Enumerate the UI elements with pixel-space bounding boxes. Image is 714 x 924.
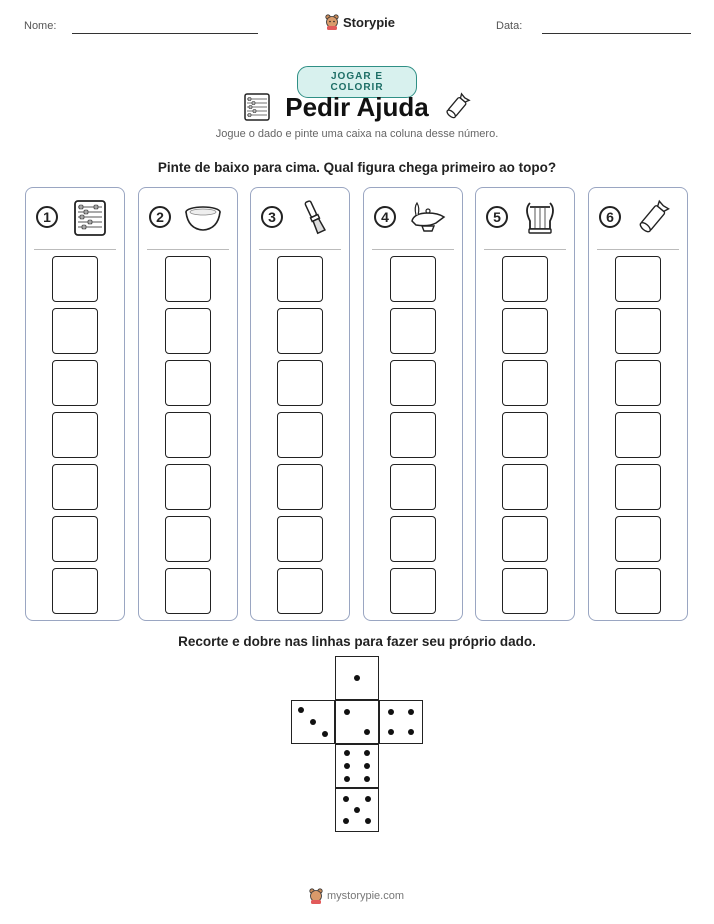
- die-pip: [364, 763, 370, 769]
- color-box[interactable]: [165, 412, 211, 458]
- color-box[interactable]: [52, 256, 98, 302]
- die-pip: [344, 709, 350, 715]
- die-pip: [364, 750, 370, 756]
- color-box[interactable]: [615, 360, 661, 406]
- color-box[interactable]: [502, 516, 548, 562]
- color-box[interactable]: [615, 308, 661, 354]
- column-4: [363, 187, 463, 621]
- color-box[interactable]: [165, 308, 211, 354]
- color-box[interactable]: [165, 516, 211, 562]
- color-box[interactable]: [502, 308, 548, 354]
- die-face-3: [291, 700, 335, 744]
- die-pip: [354, 807, 360, 813]
- column-header: [476, 188, 574, 250]
- color-box[interactable]: [502, 464, 548, 510]
- column-number: 5: [486, 206, 508, 228]
- column-header: [589, 188, 687, 250]
- category-badge: JOGAR E COLORIR: [297, 66, 417, 98]
- footer: [309, 888, 404, 904]
- column-number: 6: [599, 206, 621, 228]
- column-2: [138, 187, 238, 621]
- color-box[interactable]: [52, 516, 98, 562]
- color-box[interactable]: [615, 412, 661, 458]
- die-pip: [298, 707, 304, 713]
- die-pip: [364, 776, 370, 782]
- die-face-4: [379, 700, 423, 744]
- color-box[interactable]: [390, 516, 436, 562]
- column-number: 3: [261, 206, 283, 228]
- page-title: Pedir Ajuda: [285, 92, 429, 122]
- column-6: [588, 187, 688, 621]
- die-pip: [343, 796, 349, 802]
- color-box[interactable]: [502, 412, 548, 458]
- color-box[interactable]: [277, 308, 323, 354]
- color-box[interactable]: [502, 256, 548, 302]
- bear-icon: [309, 888, 323, 904]
- abacus-icon: [243, 92, 271, 122]
- die-pip: [310, 719, 316, 725]
- column-number: 2: [149, 206, 171, 228]
- abacus-icon: [70, 199, 110, 237]
- column-header: [26, 188, 124, 250]
- die-pip: [388, 709, 394, 715]
- name-line[interactable]: [72, 33, 258, 34]
- die-pip: [322, 731, 328, 737]
- color-box[interactable]: [390, 568, 436, 614]
- die-pip: [365, 796, 371, 802]
- die-pip: [388, 729, 394, 735]
- color-box[interactable]: [390, 360, 436, 406]
- column-divider: [597, 249, 679, 250]
- bear-icon: [325, 14, 339, 30]
- die-pip: [344, 750, 350, 756]
- page-subtitle: Jogue o dado e pinte uma caixa na coluna desse número.: [215, 128, 499, 140]
- brand-logo: [325, 14, 395, 30]
- color-box[interactable]: [277, 412, 323, 458]
- column-number: 4: [374, 206, 396, 228]
- color-box[interactable]: [277, 568, 323, 614]
- color-box[interactable]: [277, 360, 323, 406]
- footer-url[interactable]: mystorypie.com: [327, 890, 405, 902]
- color-box[interactable]: [615, 568, 661, 614]
- column-header: [139, 188, 237, 250]
- color-box[interactable]: [615, 516, 661, 562]
- color-box[interactable]: [615, 464, 661, 510]
- column-divider: [372, 249, 454, 250]
- column-divider: [259, 249, 341, 250]
- column-divider: [484, 249, 566, 250]
- column-divider: [34, 249, 116, 250]
- lyre-icon: [520, 199, 560, 237]
- die-pip: [354, 675, 360, 681]
- die-face-6: [335, 744, 379, 788]
- column-header: [251, 188, 349, 250]
- color-box[interactable]: [52, 464, 98, 510]
- bowl-icon: [183, 199, 223, 237]
- color-box[interactable]: [615, 256, 661, 302]
- color-box[interactable]: [52, 412, 98, 458]
- column-divider: [147, 249, 229, 250]
- column-1: [25, 187, 125, 621]
- scroll-icon: [633, 199, 673, 237]
- name-label: Nome:: [24, 20, 57, 32]
- scroll-icon: [442, 92, 472, 122]
- color-box[interactable]: [390, 412, 436, 458]
- color-box[interactable]: [52, 568, 98, 614]
- color-box[interactable]: [52, 360, 98, 406]
- column-3: [250, 187, 350, 621]
- die-face-5: [335, 788, 379, 832]
- die-face-1: [335, 656, 379, 700]
- die-pip: [408, 729, 414, 735]
- color-box[interactable]: [390, 308, 436, 354]
- column-header: [364, 188, 462, 250]
- color-box[interactable]: [277, 256, 323, 302]
- die-pip: [364, 729, 370, 735]
- die-face-2: [335, 700, 379, 744]
- color-box[interactable]: [502, 360, 548, 406]
- date-label: Data:: [496, 20, 523, 32]
- date-line[interactable]: [542, 33, 691, 34]
- color-box[interactable]: [165, 256, 211, 302]
- die-pip: [343, 818, 349, 824]
- die-pip: [365, 818, 371, 824]
- column-5: [475, 187, 575, 621]
- color-box[interactable]: [390, 256, 436, 302]
- column-number: 1: [36, 206, 58, 228]
- color-box[interactable]: [165, 360, 211, 406]
- brand-name: Storypie: [343, 14, 396, 30]
- color-box[interactable]: [277, 516, 323, 562]
- color-box[interactable]: [277, 464, 323, 510]
- oil-lamp-icon: [408, 199, 448, 237]
- chisel-icon: [295, 199, 335, 237]
- color-box[interactable]: [502, 568, 548, 614]
- color-box[interactable]: [390, 464, 436, 510]
- instruction-text: Pinte de baixo para cima. Qual figura chega primeiro ao topo?: [157, 160, 557, 175]
- die-pip: [344, 763, 350, 769]
- die-pip: [408, 709, 414, 715]
- color-box[interactable]: [52, 308, 98, 354]
- cut-instruction: Recorte e dobre nas linhas para fazer seu próprio dado.: [178, 634, 536, 649]
- color-box[interactable]: [165, 464, 211, 510]
- color-box[interactable]: [165, 568, 211, 614]
- die-pip: [344, 776, 350, 782]
